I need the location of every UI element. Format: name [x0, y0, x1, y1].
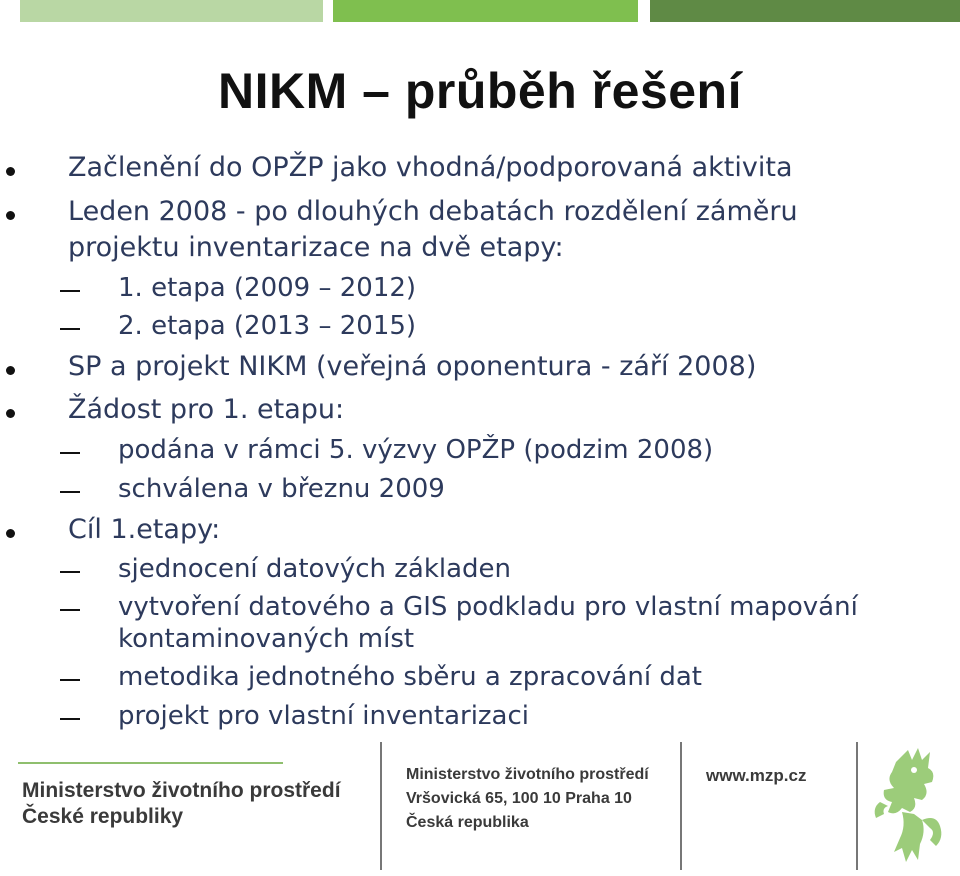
sub-list-item-text: 2. etapa (2013 – 2015) — [118, 311, 417, 341]
ministry-address — [406, 763, 649, 835]
dash-icon — [60, 609, 80, 611]
sub-list-item-text: projekt pro vlastní inventarizaci — [118, 701, 530, 731]
bullet-icon — [6, 211, 15, 220]
top-bar-segment-mid — [333, 0, 638, 22]
slide-title: NIKM – průběh řešení — [218, 63, 742, 119]
czech-lion-icon — [866, 742, 956, 872]
sub-list-item-text: sjednocení datových základen — [118, 554, 512, 584]
bullet-icon — [6, 366, 15, 375]
footer-divider — [856, 742, 858, 870]
ministry-logo-line2: České republiky — [22, 805, 184, 828]
footer-divider — [380, 742, 382, 870]
list-item-text: Začlenění do OPŽP jako vhodná/podporovaná aktivita — [68, 152, 793, 183]
sub-list-item-text: schválena v březnu 2009 — [118, 474, 445, 504]
dash-icon — [60, 491, 80, 493]
sub-list-item-text: 1. etapa (2009 – 2012) — [118, 273, 417, 303]
sub-list-item-text: vytvoření datového a GIS podkladu pro vlastní mapování — [118, 592, 858, 622]
website-link[interactable]: www.mzp.cz — [706, 766, 807, 785]
footer-green-line — [18, 762, 283, 764]
dash-icon — [60, 328, 80, 330]
top-color-bar — [0, 0, 960, 22]
dash-icon — [60, 571, 80, 573]
bullet-icon — [6, 409, 15, 418]
list-item-text: Cíl 1.etapy: — [68, 514, 221, 545]
sub-list-item-text: metodika jednotného sběru a zpracování dat — [118, 662, 702, 692]
top-bar-segment-light — [20, 0, 323, 22]
ministry-logo-line1: Ministerstvo životního prostředí — [22, 779, 341, 802]
list-item-text: SP a projekt NIKM (veřejná oponentura - září 2008) — [68, 351, 757, 382]
dash-icon — [60, 290, 80, 292]
list-item-text: Leden 2008 - po dlouhých debatách rozdělení záměru — [68, 196, 798, 227]
address-line3: Česká republika — [406, 814, 529, 831]
address-line1: Ministerstvo životního prostředí — [406, 766, 649, 783]
list-item-text: Žádost pro 1. etapu: — [68, 394, 345, 425]
top-bar-segment-dark — [650, 0, 960, 22]
dash-icon — [60, 679, 80, 681]
dash-icon — [60, 718, 80, 720]
bullet-icon — [6, 167, 15, 176]
sub-list-item-text: podána v rámci 5. výzvy OPŽP (podzim 2008) — [118, 435, 714, 465]
dash-icon — [60, 452, 80, 454]
bullet-icon — [6, 529, 15, 538]
address-line2: Vršovická 65, 100 10 Praha 10 — [406, 790, 632, 807]
ministry-logo-text — [22, 778, 341, 830]
sub-list-item-text-continuation: kontaminovaných míst — [118, 624, 415, 654]
footer-divider — [680, 742, 682, 870]
list-item-text-continuation: projektu inventarizace na dvě etapy: — [68, 232, 564, 263]
